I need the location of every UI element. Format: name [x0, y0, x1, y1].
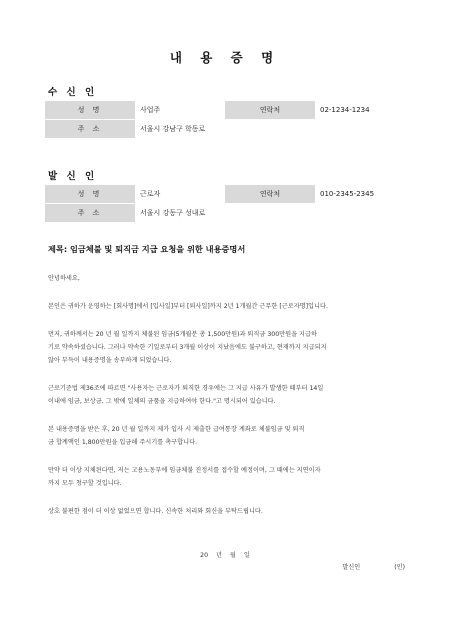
sender-address-value: 서울시 강동구 성내로 [135, 204, 405, 223]
signer-label: 발신인 [342, 564, 361, 571]
receiver-address-label: 주 소 [45, 120, 135, 139]
sender-name-row [45, 185, 405, 204]
paragraph-line: 만약 더 이상 지체된다면, 저는 고용노동부에 임금체불 진정서를 접수할 예정이며, 그 때에는 지연이자 [48, 467, 321, 474]
paragraph-line: 기로 약속하셨습니다. 그러나 약속한 기일로부터 3개월 이상이 지났음에도 불구하고, 현재까지 지급되지 [48, 344, 327, 351]
sender-address-label: 주 소 [45, 204, 135, 223]
receiver-name-label: 성 명 [45, 101, 135, 120]
sender-contact-label: 연락처 [225, 185, 315, 204]
receiver-name-row [45, 101, 405, 120]
paragraph-line: 먼저, 귀하께서는 20 년 월 일까지 체불된 임금(5개월분 총 1,500만원)과 퇴직금 300만원을 지급하 [48, 331, 317, 338]
document-subject: 제목: 임금체불 및 퇴직금 지급 요청을 위한 내용증명서 [48, 244, 246, 254]
receiver-address-row [45, 120, 405, 139]
receiver-info-table [45, 101, 405, 139]
paragraph-closing: 상호 불편한 점이 더 이상 없었으면 합니다. 신속한 처리와 회신을 부탁드립니다. [48, 508, 263, 515]
signature-line [342, 562, 405, 571]
sender-contact-value: 010-2345-2345 [315, 185, 405, 204]
receiver-contact-label: 연락처 [225, 101, 315, 120]
receiver-name-value: 사업주 [135, 101, 225, 120]
document-title: 내 용 증 명 [169, 50, 281, 65]
paragraph-intro: 본인은 귀하가 운영하는 [회사명]에서 [입사일]부터 [퇴사일]까지 2년 1개월간 근무한 [근로자명]입니다. [48, 303, 328, 310]
receiver-section-label: 수 신 인 [48, 87, 98, 98]
sender-address-row [45, 204, 405, 223]
receiver-contact-value: 02-1234-1234 [315, 101, 405, 120]
receiver-address-value: 서울시 강남구 학동로 [135, 120, 405, 139]
paragraph-line: 까지 모두 청구할 것입니다. [48, 480, 122, 487]
sender-name-value: 근로자 [135, 185, 225, 204]
greeting-paragraph: 안녕하세요, [48, 275, 80, 282]
paragraph-line: 근로기준법 제36조에 따르면 "사용자는 근로자가 퇴직한 경우에는 그 지급 사유가 발생한 때부터 14일 [48, 385, 324, 392]
sender-info-table [45, 185, 405, 223]
sender-name-label: 성 명 [45, 185, 135, 204]
seal-mark: (인) [394, 564, 405, 571]
paragraph-line: 금 합계액인 1,800만원을 입금해 주시기를 촉구합니다. [48, 439, 198, 446]
paragraph-line: 본 내용증명을 받은 후, 20 년 월 일까지 제가 입사 시 제출한 급여통장 계좌로 체불임금 및 퇴직 [48, 426, 305, 433]
sender-section-label: 발 신 인 [48, 171, 98, 182]
paragraph-line: 이내에 임금, 보상금, 그 밖에 일체의 금품을 지급하여야 한다."고 명시되어 있습니다. [48, 398, 276, 405]
date-line: 20 년 월 일 [200, 552, 250, 559]
paragraph-line: 않아 부득이 내용증명을 송부하게 되었습니다. [48, 357, 172, 364]
